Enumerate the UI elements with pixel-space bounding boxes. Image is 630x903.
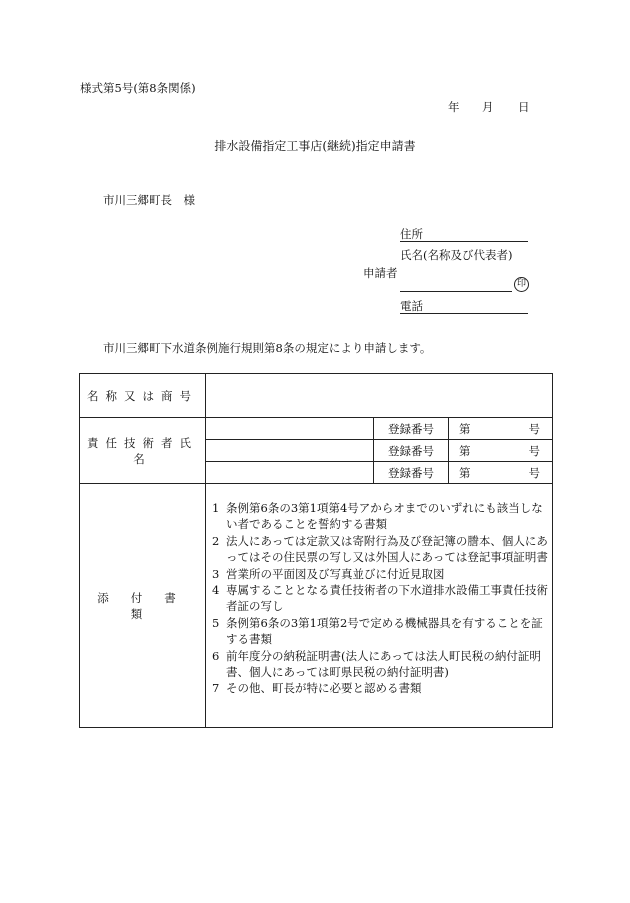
item-text: 専属することとなる責任技術者の下水道排水設備工事責任技術者証の写し [226,583,548,614]
item-number: 7 [212,681,220,696]
registration-suffix: 号 [528,422,541,436]
list-item [212,533,548,566]
item-text: 前年度分の納税証明書(法人にあっては法人町民税の納付証明書、個人にあっては町県民税の納付証明書) [226,648,541,680]
engineer-name-field[interactable] [206,440,374,462]
engineer-name-field[interactable] [206,462,374,484]
registration-number-field[interactable] [449,462,553,484]
seal-mark: 印 [514,277,529,292]
list-item [212,680,548,696]
engineer-label: 責任技術者氏名 [80,418,206,484]
item-number: 6 [212,648,220,663]
item-text: 条例第6条の3第1項第4号アからオまでのいずれにも該当しない者であることを誓約する書類 [226,501,543,532]
registration-suffix: 号 [528,466,541,480]
item-number: 5 [212,615,220,630]
form-number: 様式第5号(第8条関係) [80,81,196,95]
phone-label: 電話 [400,299,423,313]
registration-suffix: 号 [528,444,541,458]
company-field[interactable] [206,374,553,418]
registration-prefix: 第 [459,466,471,480]
attachments-list [206,484,553,728]
registration-prefix: 第 [459,444,471,458]
item-number: 4 [212,583,220,598]
phone-field[interactable] [400,298,528,314]
address-field[interactable] [400,226,528,242]
date-month: 月 [482,100,494,114]
date-line [448,99,530,115]
registration-number-field[interactable] [449,418,553,440]
registration-label: 登録番号 [374,418,449,440]
address-label: 住所 [400,227,423,241]
list-item [212,615,548,648]
registration-prefix: 第 [459,422,471,436]
item-text: その他、町長が特に必要と認める書類 [226,681,422,696]
attachments-row [80,484,553,728]
registration-number-field[interactable] [449,440,553,462]
application-table [79,373,553,728]
list-item [212,566,548,582]
statement: 市川三郷町下水道条例施行規則第8条の規定により申請します。 [103,341,432,355]
list-item [212,500,548,533]
item-text: 営業所の平面図及び写真並びに付近見取図 [226,566,445,581]
attachments-label: 添付書類 [80,484,206,728]
name-field[interactable] [400,276,512,292]
date-day: 日 [518,100,530,114]
applicant-label: 申請者 [363,266,398,280]
list-item [212,648,548,681]
name-label: 氏名(名称及び代表者) [400,248,513,262]
registration-label: 登録番号 [374,462,449,484]
engineer-name-field[interactable] [206,418,374,440]
addressee: 市川三郷町長 様 [103,193,195,207]
list-item [212,582,548,615]
item-number: 2 [212,533,220,548]
company-row [80,374,553,418]
date-year: 年 [448,100,460,114]
item-text: 法人にあっては定款又は寄附行為及び登記簿の謄本、個人にあってはその住民票の写し又は外国人にあっては登記事項証明書 [226,533,548,565]
registration-label: 登録番号 [374,440,449,462]
item-number: 3 [212,566,220,581]
engineer-row [80,418,553,440]
item-number: 1 [212,501,220,515]
document-title: 排水設備指定工事店(継続)指定申請書 [214,139,416,153]
item-text: 条例第6条の3第1項第2号で定める機械器具を有することを証する書類 [226,615,543,647]
company-label: 名称又は商号 [80,374,206,418]
